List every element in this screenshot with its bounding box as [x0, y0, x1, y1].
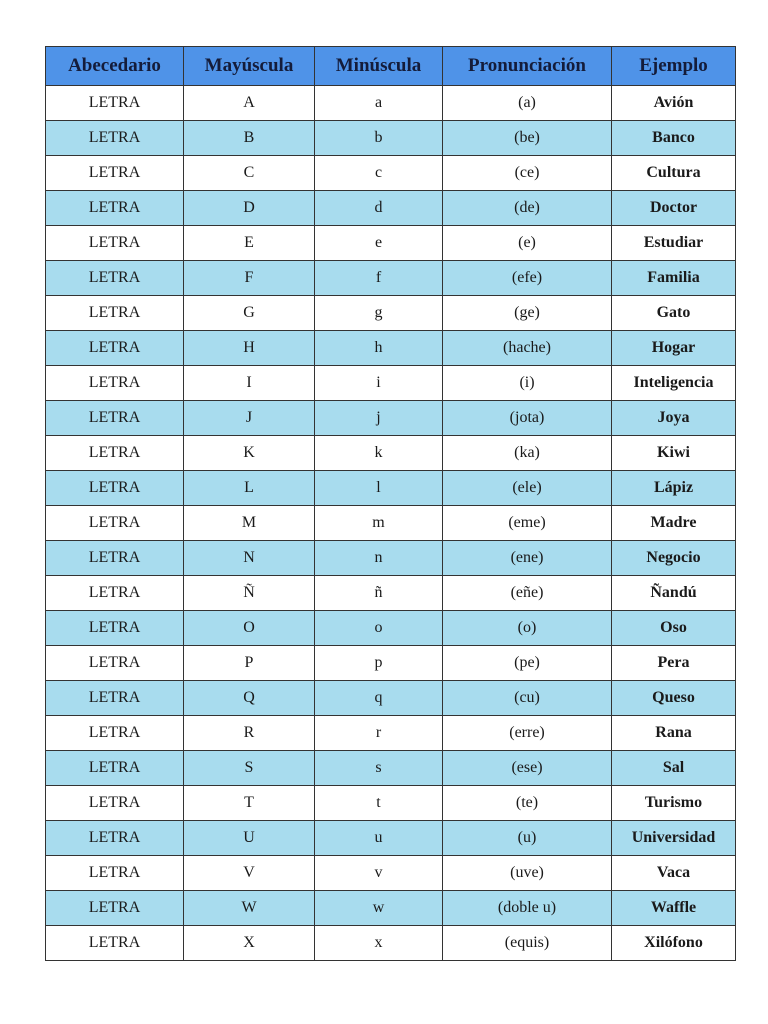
cell-abecedario: LETRA [46, 261, 184, 296]
cell-mayuscula: O [184, 611, 315, 646]
cell-pronunciacion: (cu) [443, 681, 612, 716]
cell-mayuscula: Q [184, 681, 315, 716]
cell-pronunciacion: (ese) [443, 751, 612, 786]
cell-pronunciacion: (i) [443, 366, 612, 401]
cell-abecedario: LETRA [46, 366, 184, 401]
cell-mayuscula: Ñ [184, 576, 315, 611]
cell-abecedario: LETRA [46, 926, 184, 961]
cell-abecedario: LETRA [46, 716, 184, 751]
cell-ejemplo: Sal [612, 751, 736, 786]
cell-minuscula: l [315, 471, 443, 506]
header-pronunciacion: Pronunciación [443, 47, 612, 86]
cell-minuscula: v [315, 856, 443, 891]
cell-abecedario: LETRA [46, 681, 184, 716]
cell-abecedario: LETRA [46, 576, 184, 611]
cell-minuscula: n [315, 541, 443, 576]
cell-ejemplo: Lápiz [612, 471, 736, 506]
cell-abecedario: LETRA [46, 471, 184, 506]
cell-mayuscula: E [184, 226, 315, 261]
cell-abecedario: LETRA [46, 86, 184, 121]
cell-pronunciacion: (ele) [443, 471, 612, 506]
cell-mayuscula: V [184, 856, 315, 891]
cell-pronunciacion: (doble u) [443, 891, 612, 926]
cell-pronunciacion: (e) [443, 226, 612, 261]
cell-mayuscula: L [184, 471, 315, 506]
cell-ejemplo: Doctor [612, 191, 736, 226]
cell-abecedario: LETRA [46, 401, 184, 436]
cell-mayuscula: P [184, 646, 315, 681]
cell-ejemplo: Vaca [612, 856, 736, 891]
table-row [46, 506, 736, 541]
cell-abecedario: LETRA [46, 191, 184, 226]
cell-ejemplo: Avión [612, 86, 736, 121]
cell-abecedario: LETRA [46, 611, 184, 646]
cell-ejemplo: Oso [612, 611, 736, 646]
cell-minuscula: i [315, 366, 443, 401]
cell-abecedario: LETRA [46, 506, 184, 541]
cell-minuscula: m [315, 506, 443, 541]
cell-abecedario: LETRA [46, 296, 184, 331]
cell-minuscula: f [315, 261, 443, 296]
cell-pronunciacion: (efe) [443, 261, 612, 296]
cell-minuscula: e [315, 226, 443, 261]
cell-ejemplo: Universidad [612, 821, 736, 856]
cell-abecedario: LETRA [46, 856, 184, 891]
cell-abecedario: LETRA [46, 156, 184, 191]
cell-ejemplo: Inteligencia [612, 366, 736, 401]
table-row [46, 681, 736, 716]
table-row [46, 926, 736, 961]
cell-mayuscula: S [184, 751, 315, 786]
cell-mayuscula: F [184, 261, 315, 296]
cell-pronunciacion: (pe) [443, 646, 612, 681]
cell-ejemplo: Pera [612, 646, 736, 681]
cell-minuscula: x [315, 926, 443, 961]
table-row [46, 156, 736, 191]
cell-minuscula: u [315, 821, 443, 856]
cell-pronunciacion: (hache) [443, 331, 612, 366]
table-row [46, 751, 736, 786]
cell-minuscula: t [315, 786, 443, 821]
cell-ejemplo: Cultura [612, 156, 736, 191]
cell-mayuscula: X [184, 926, 315, 961]
cell-abecedario: LETRA [46, 786, 184, 821]
cell-mayuscula: G [184, 296, 315, 331]
table-row [46, 541, 736, 576]
cell-mayuscula: I [184, 366, 315, 401]
table-row [46, 436, 736, 471]
table-row [46, 191, 736, 226]
cell-minuscula: ñ [315, 576, 443, 611]
cell-minuscula: b [315, 121, 443, 156]
table-row [46, 261, 736, 296]
cell-ejemplo: Kiwi [612, 436, 736, 471]
alphabet-table [45, 46, 736, 961]
cell-ejemplo: Joya [612, 401, 736, 436]
cell-minuscula: a [315, 86, 443, 121]
cell-minuscula: w [315, 891, 443, 926]
table-row [46, 471, 736, 506]
cell-abecedario: LETRA [46, 891, 184, 926]
cell-ejemplo: Familia [612, 261, 736, 296]
cell-ejemplo: Rana [612, 716, 736, 751]
cell-minuscula: q [315, 681, 443, 716]
table-row [46, 296, 736, 331]
cell-mayuscula: W [184, 891, 315, 926]
header-abecedario: Abecedario [46, 47, 184, 86]
table-row [46, 226, 736, 261]
cell-minuscula: h [315, 331, 443, 366]
header-mayuscula: Mayúscula [184, 47, 315, 86]
table-row [46, 331, 736, 366]
cell-ejemplo: Ñandú [612, 576, 736, 611]
cell-abecedario: LETRA [46, 331, 184, 366]
cell-abecedario: LETRA [46, 121, 184, 156]
header-minuscula: Minúscula [315, 47, 443, 86]
cell-mayuscula: K [184, 436, 315, 471]
cell-pronunciacion: (erre) [443, 716, 612, 751]
cell-ejemplo: Negocio [612, 541, 736, 576]
cell-pronunciacion: (ce) [443, 156, 612, 191]
table-row [46, 891, 736, 926]
table-row [46, 821, 736, 856]
cell-mayuscula: R [184, 716, 315, 751]
header-row [46, 47, 736, 86]
table-body [46, 86, 736, 961]
cell-minuscula: r [315, 716, 443, 751]
cell-abecedario: LETRA [46, 226, 184, 261]
cell-ejemplo: Turismo [612, 786, 736, 821]
table-row [46, 786, 736, 821]
cell-pronunciacion: (de) [443, 191, 612, 226]
table-row [46, 716, 736, 751]
cell-pronunciacion: (uve) [443, 856, 612, 891]
table-header [46, 47, 736, 86]
cell-pronunciacion: (o) [443, 611, 612, 646]
cell-minuscula: d [315, 191, 443, 226]
cell-minuscula: j [315, 401, 443, 436]
cell-mayuscula: J [184, 401, 315, 436]
cell-mayuscula: C [184, 156, 315, 191]
cell-ejemplo: Banco [612, 121, 736, 156]
cell-ejemplo: Estudiar [612, 226, 736, 261]
cell-minuscula: p [315, 646, 443, 681]
table-row [46, 121, 736, 156]
cell-pronunciacion: (ka) [443, 436, 612, 471]
cell-pronunciacion: (u) [443, 821, 612, 856]
cell-mayuscula: T [184, 786, 315, 821]
table-row [46, 611, 736, 646]
cell-pronunciacion: (eme) [443, 506, 612, 541]
cell-ejemplo: Queso [612, 681, 736, 716]
cell-ejemplo: Waffle [612, 891, 736, 926]
cell-pronunciacion: (a) [443, 86, 612, 121]
cell-minuscula: s [315, 751, 443, 786]
cell-pronunciacion: (be) [443, 121, 612, 156]
cell-mayuscula: U [184, 821, 315, 856]
cell-pronunciacion: (ene) [443, 541, 612, 576]
cell-mayuscula: B [184, 121, 315, 156]
cell-pronunciacion: (te) [443, 786, 612, 821]
cell-pronunciacion: (ge) [443, 296, 612, 331]
cell-mayuscula: N [184, 541, 315, 576]
cell-pronunciacion: (equis) [443, 926, 612, 961]
cell-ejemplo: Gato [612, 296, 736, 331]
cell-mayuscula: D [184, 191, 315, 226]
cell-mayuscula: M [184, 506, 315, 541]
cell-abecedario: LETRA [46, 821, 184, 856]
cell-mayuscula: H [184, 331, 315, 366]
table-row [46, 86, 736, 121]
cell-minuscula: c [315, 156, 443, 191]
cell-ejemplo: Madre [612, 506, 736, 541]
cell-abecedario: LETRA [46, 436, 184, 471]
cell-ejemplo: Xilófono [612, 926, 736, 961]
table-row [46, 576, 736, 611]
table-row [46, 366, 736, 401]
table-row [46, 401, 736, 436]
cell-pronunciacion: (jota) [443, 401, 612, 436]
table-row [46, 856, 736, 891]
cell-abecedario: LETRA [46, 751, 184, 786]
cell-ejemplo: Hogar [612, 331, 736, 366]
cell-mayuscula: A [184, 86, 315, 121]
cell-abecedario: LETRA [46, 646, 184, 681]
header-ejemplo: Ejemplo [612, 47, 736, 86]
cell-minuscula: k [315, 436, 443, 471]
cell-minuscula: o [315, 611, 443, 646]
cell-minuscula: g [315, 296, 443, 331]
cell-pronunciacion: (eñe) [443, 576, 612, 611]
cell-abecedario: LETRA [46, 541, 184, 576]
table-row [46, 646, 736, 681]
